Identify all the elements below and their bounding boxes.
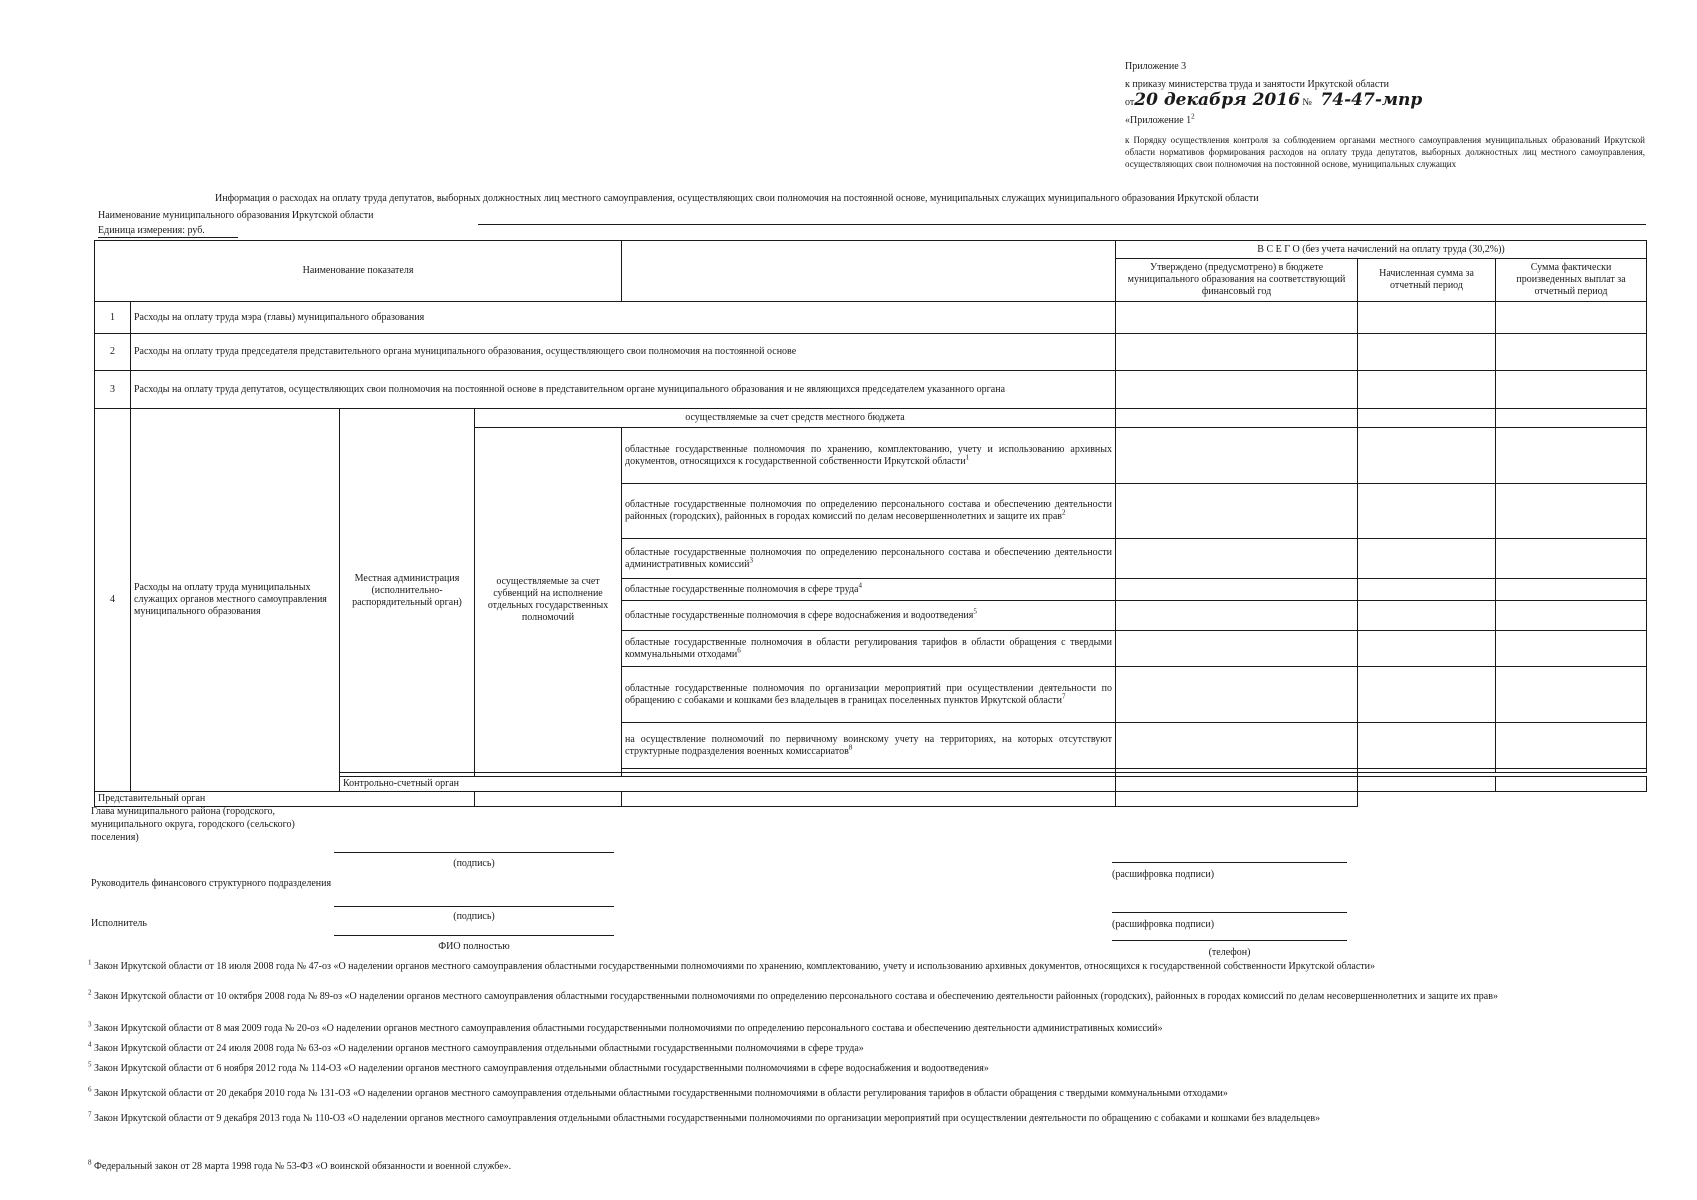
power-note: 7 xyxy=(1061,692,1066,701)
cell-paid[interactable] xyxy=(1496,371,1647,409)
cell-accrued[interactable] xyxy=(1358,579,1496,601)
row-number: 3 xyxy=(95,371,131,409)
cell-accrued[interactable] xyxy=(1358,484,1496,539)
power-item xyxy=(622,667,1116,723)
subventions-label: осуществляемые за счет субвенций на исполнение отдельных государственных полномочий xyxy=(475,428,622,773)
header-indicator: Наименование показателя xyxy=(95,241,622,302)
footnote-text: Закон Иркутской области от 18 июля 2008 года № 47-оз «О наделении органов местного самоуправления областными государственными полномочиями по хранению, комплектованию, учету и использованию архивных документов, относящихся к государственной собственности Иркутской области» xyxy=(94,961,1376,972)
cell-approved[interactable] xyxy=(1116,723,1358,769)
number-prefix: № xyxy=(1302,97,1312,108)
footnote xyxy=(88,1160,1648,1173)
footnote xyxy=(88,1042,1648,1055)
footnote-number: 2 xyxy=(88,988,92,997)
handwritten-number: 74-47-мпр xyxy=(1320,90,1423,110)
row-label: Расходы на оплату труда муниципальных служащих органов местного самоуправления муниципального образования xyxy=(131,409,340,792)
header-empty xyxy=(622,241,1116,302)
power-note: 4 xyxy=(858,581,862,590)
cell-approved[interactable] xyxy=(1116,302,1358,334)
power-note: 6 xyxy=(737,646,741,655)
power-item xyxy=(622,484,1116,539)
footnote-text: Закон Иркутской области от 10 октября 2008 года № 89-оз «О наделении органов местного самоуправления областными государственными полномочиями по определению персонального состава и обеспечению деятельности районных (городских), районных в городах комиссий по делам несовершеннолетних и защите их прав» xyxy=(94,991,1498,1002)
power-item xyxy=(622,631,1116,667)
cell-paid[interactable] xyxy=(1496,723,1647,769)
cell-paid[interactable] xyxy=(1496,631,1647,667)
row-number: 2 xyxy=(95,334,131,371)
power-note: 2 xyxy=(1062,508,1066,517)
head-signature-line[interactable] xyxy=(334,852,614,853)
representative-body: Представительный орган xyxy=(95,792,475,807)
cell-approved[interactable] xyxy=(1116,777,1358,792)
footnote xyxy=(88,960,1648,973)
unit-underline xyxy=(98,237,238,238)
cell-paid[interactable] xyxy=(1496,667,1647,723)
cell-paid[interactable] xyxy=(1116,792,1358,807)
table-row xyxy=(95,409,1647,428)
cell-accrued[interactable] xyxy=(1358,334,1496,371)
footnote-number: 1 xyxy=(88,958,92,967)
footnote xyxy=(88,1112,1648,1125)
cell-accrued[interactable] xyxy=(1358,371,1496,409)
cell-approved[interactable] xyxy=(1116,484,1358,539)
appendix-subtitle xyxy=(1125,114,1195,127)
power-item xyxy=(622,601,1116,631)
finance-head-label: Руководитель финансового структурного подразделения xyxy=(91,878,332,889)
cell-paid[interactable] xyxy=(1496,539,1647,579)
finance-signature-line[interactable] xyxy=(334,906,614,907)
admin-body: Местная администрация (исполнительно-распорядительный орган) xyxy=(340,409,475,773)
power-note: 5 xyxy=(973,607,977,616)
footnote xyxy=(88,1087,1648,1100)
date-prefix: от xyxy=(1125,97,1135,108)
executor-label: Исполнитель xyxy=(91,918,147,929)
power-item xyxy=(622,539,1116,579)
cell-paid[interactable] xyxy=(1496,302,1647,334)
phone-line[interactable] xyxy=(1112,940,1347,941)
power-text: областные государственные полномочия в области регулирования тарифов в области обращения с твердыми коммунальными отходами xyxy=(625,636,1113,660)
power-note: 8 xyxy=(848,743,853,752)
cell-paid xyxy=(1496,769,1647,773)
head-decoding-line[interactable] xyxy=(1112,862,1347,863)
cell-accrued[interactable] xyxy=(1358,302,1496,334)
finance-decoding-caption: (расшифровка подписи) xyxy=(1112,919,1215,930)
finance-signature-caption: (подпись) xyxy=(453,911,495,922)
power-text: областные государственные полномочия по определению персонального состава и обеспечению деятельности административных комиссий xyxy=(625,546,1113,570)
cell-approved[interactable] xyxy=(1116,371,1358,409)
table-row xyxy=(95,302,1647,334)
cell-accrued[interactable] xyxy=(1358,601,1496,631)
power-item xyxy=(622,723,1116,769)
cell-accrued[interactable] xyxy=(1358,667,1496,723)
cell-paid[interactable] xyxy=(1496,777,1647,792)
cell-approved[interactable] xyxy=(1116,601,1358,631)
expenses-table xyxy=(94,240,1647,807)
power-text: областные государственные полномочия в сфере труда xyxy=(625,583,859,595)
header-total: В С Е Г О (без учета начислений на оплату труда (30,2%)) xyxy=(1116,241,1647,259)
local-budget-label: осуществляемые за счет средств местного бюджета xyxy=(475,409,1116,428)
row-label: Расходы на оплату труда депутатов, осуществляющих свои полномочия на постоянной основе в представительном органе муниципального образования и не являющихся председателем указанного органа xyxy=(131,371,1116,409)
cell-paid[interactable] xyxy=(1496,428,1647,484)
header-row-1 xyxy=(95,241,1647,259)
municipality-underline xyxy=(478,224,1646,225)
cell-approved[interactable] xyxy=(1116,579,1358,601)
table-row xyxy=(95,334,1647,371)
power-text: областные государственные полномочия по определению персонального состава и обеспечению деятельности районных (городских), районных в городах комиссий по делам несовершеннолетних и защите их прав xyxy=(625,499,1113,522)
cell-accrued[interactable] xyxy=(1358,723,1496,769)
table-row xyxy=(95,371,1647,409)
footnote-text: Федеральный закон от 28 марта 1998 года № 53-ФЗ «О воинской обязанности и военной службе». xyxy=(94,1161,512,1172)
cell-paid[interactable] xyxy=(1496,334,1647,371)
footnote-number: 7 xyxy=(88,1110,92,1119)
footnote xyxy=(88,990,1648,1003)
municipality-label: Наименование муниципального образования Иркутской области xyxy=(98,210,374,221)
cell-accrued[interactable] xyxy=(1358,777,1496,792)
cell-approved[interactable] xyxy=(1116,539,1358,579)
cell-approved[interactable] xyxy=(1116,428,1358,484)
head-signature-caption: (подпись) xyxy=(453,858,495,869)
row-label: Расходы на оплату труда мэра (главы) муниципального образования xyxy=(131,302,1116,334)
page-heading: Информация о расходах на оплату труда депутатов, выборных должностных лиц местного самоуправления, осуществляющих свои полномочия на постоянной основе, муниципальных служащих муниципального образования Иркутской области xyxy=(215,193,1259,204)
appendix-order: к приказу министерства труда и занятости Иркутской области xyxy=(1125,79,1390,90)
subtitle-text: «Приложение 1 xyxy=(1125,115,1192,126)
footnote-text: Закон Иркутской области от 20 декабря 2010 года № 131-ОЗ «О наделении органов местного самоуправления отдельными областными государственными полномочиями в области регулирования тарифов в области обращения с твердыми коммунальными отходами» xyxy=(94,1088,1228,1099)
header-accrued: Начисленная сумма за отчетный период xyxy=(1358,259,1496,302)
control-body: Контрольно-счетный орган xyxy=(340,777,1116,792)
finance-decoding-line[interactable] xyxy=(1112,912,1347,913)
power-note: 3 xyxy=(749,556,753,565)
footnote-number: 6 xyxy=(88,1085,92,1094)
appendix-title: Приложение 3 xyxy=(1125,61,1187,72)
cell-accrued[interactable] xyxy=(1358,631,1496,667)
cell-accrued[interactable] xyxy=(1358,539,1496,579)
footnote-text: Закон Иркутской области от 9 декабря 2013 года № 110-ОЗ «О наделении органов местного самоуправления отдельными областными государственными полномочиями по организации мероприятий при осуществлении деятельности по обращению с собаками и кошками без владельцев» xyxy=(94,1113,1321,1124)
power-item xyxy=(622,428,1116,484)
footnote-number: 3 xyxy=(88,1020,92,1029)
cell-accrued xyxy=(1358,769,1496,773)
appendix-description: к Порядку осуществления контроля за соблюдением органами местного самоуправления муниципальных образований Иркутской области нормативов формирования расходов на оплату труда депутатов, выборных должностных лиц местного самоуправления, осуществляющих свои полномочия на постоянной основе, муниципальных служащих xyxy=(1125,135,1645,169)
cell-paid[interactable] xyxy=(1496,409,1647,428)
unit-label: Единица измерения: руб. xyxy=(98,225,205,236)
footnote-number: 4 xyxy=(88,1040,92,1049)
header-paid: Сумма фактически произведенных выплат за отчетный период xyxy=(1496,259,1647,302)
power-text: областные государственные полномочия в сфере водоснабжения и водоотведения xyxy=(625,609,974,621)
handwritten-date: 20 декабря 2016 xyxy=(1134,90,1300,110)
head-decoding-caption: (расшифровка подписи) xyxy=(1112,869,1215,880)
subtitle-note: 2 xyxy=(1191,112,1195,121)
cell-accrued[interactable] xyxy=(622,792,1116,807)
power-text: областные государственные полномочия по хранению, комплектованию, учету и использованию архивных документов, относящихся к государственной собственности Иркутской области xyxy=(625,443,1113,467)
row-label: Расходы на оплату труда председателя представительного органа муниципального образования, осуществляющего свои полномочия на постоянной основе xyxy=(131,334,1116,371)
phone-caption: (телефон) xyxy=(1208,947,1251,958)
cell-accrued[interactable] xyxy=(1358,409,1496,428)
head-signature-label: Глава муниципального района (городского, муниципального округа, городского (сельского) поселения) xyxy=(91,806,295,843)
footnote-text: Закон Иркутской области от 24 июля 2008 года № 63-оз «О наделении органов местного самоуправления отдельными областными государственными полномочиями в сфере труда» xyxy=(94,1043,864,1054)
power-note: 1 xyxy=(965,453,970,462)
cell-approved[interactable] xyxy=(475,792,622,807)
cell-approved[interactable] xyxy=(1116,667,1358,723)
footnote-number: 8 xyxy=(88,1158,92,1167)
footnote-text: Закон Иркутской области от 6 ноября 2012 года № 114-ОЗ «О наделении органов местного самоуправления отдельными областными государственными полномочиями в сфере водоснабжения и водоотведения» xyxy=(94,1063,989,1074)
footnote-text: Закон Иркутской области от 8 мая 2009 года № 20-оз «О наделении органов местного самоуправления областными государственными полномочиями по определению персонального состава и обеспечению деятельности административных комиссий» xyxy=(94,1023,1163,1034)
executor-name-caption: ФИО полностью xyxy=(438,941,510,952)
cell-approved[interactable] xyxy=(1116,409,1358,428)
row-number: 1 xyxy=(95,302,131,334)
footnote-number: 5 xyxy=(88,1060,92,1069)
footnote xyxy=(88,1062,1648,1075)
footnote xyxy=(88,1022,1648,1035)
header-approved: Утверждено (предусмотрено) в бюджете муниципального образования на соответствующий финансовый год xyxy=(1116,259,1358,302)
cell-paid[interactable] xyxy=(1496,601,1647,631)
executor-name-line[interactable] xyxy=(334,935,614,936)
cell-paid[interactable] xyxy=(1496,579,1647,601)
appendix-date-line xyxy=(1125,90,1525,114)
cell-approved[interactable] xyxy=(1116,631,1358,667)
cell-approved[interactable] xyxy=(1116,334,1358,371)
row-number: 4 xyxy=(95,409,131,792)
power-text: на осуществление полномочий по первичному воинскому учету на территориях, на которых отсутствуют структурные подразделения военных комиссариатов xyxy=(625,733,1113,757)
power-item xyxy=(622,579,1116,601)
cell-accrued[interactable] xyxy=(1358,428,1496,484)
power-text: областные государственные полномочия по организации мероприятий при осуществлении деятельности по обращению с собаками и кошками без владельцев в границах поселенных пунктов Иркутской области xyxy=(625,682,1113,706)
cell-paid[interactable] xyxy=(1496,484,1647,539)
